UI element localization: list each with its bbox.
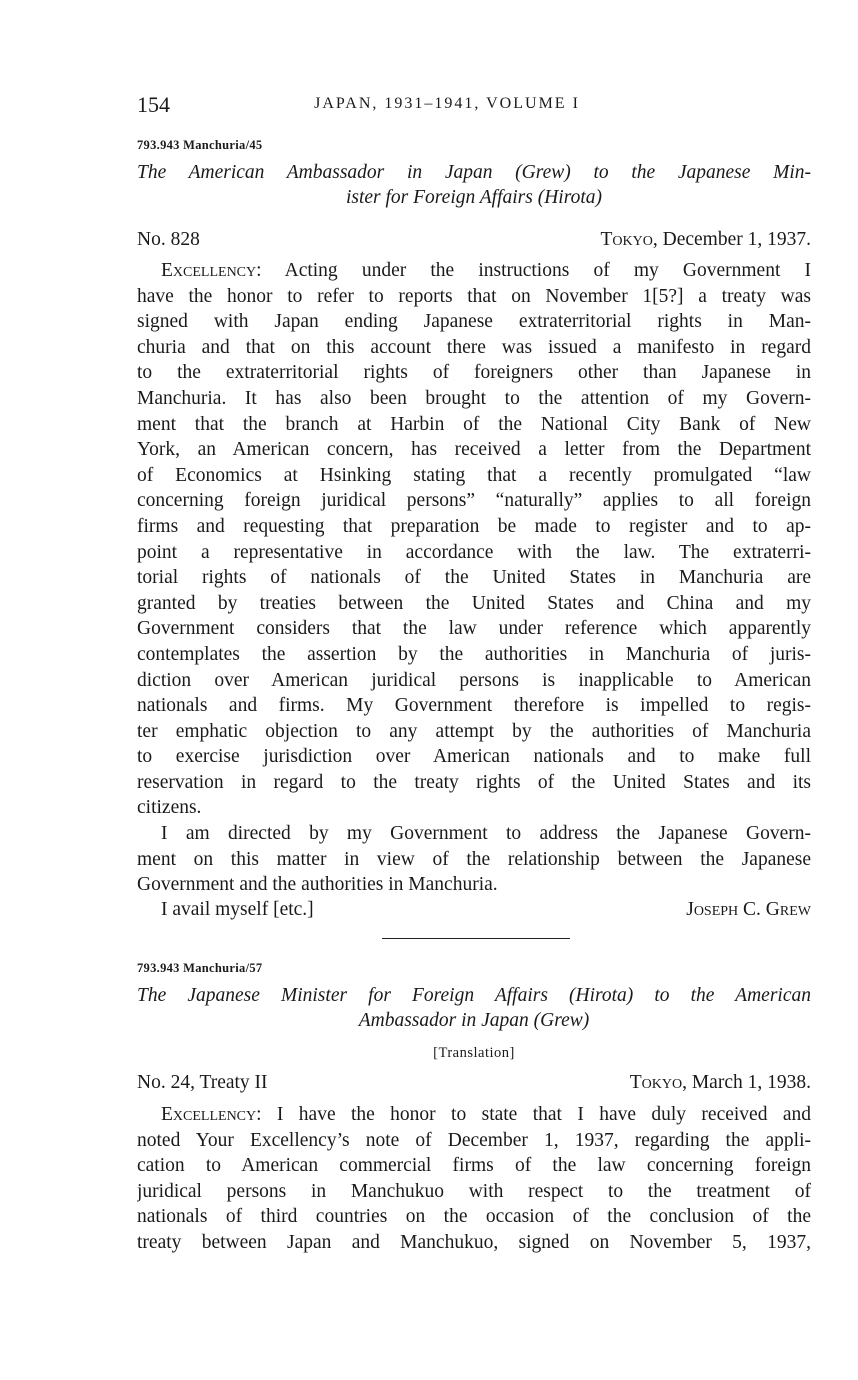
doc2-p1-line: nationals of third countries on the occasion of the conclusion of the (137, 1206, 811, 1228)
doc2-title-line-1: The Japanese Minister for Foreign Affairs (Hirota) to the American (137, 985, 811, 1006)
section-divider (382, 938, 570, 939)
running-title: JAPAN, 1931–1941, VOLUME I (314, 95, 580, 112)
doc2-p1-line: treaty between Japan and Manchukuo, signed on November 5, 1937, (137, 1231, 811, 1253)
doc1-p1-line: firms and requesting that preparation be made to register and to ap- (137, 515, 811, 537)
doc1-p1-line: churia and that on this account there was issued a manifesto in regard (137, 336, 811, 358)
doc1-p1-line: reservation in regard to the treaty rights of the United States and its (137, 771, 811, 793)
doc2-title-line-2: Ambassador in Japan (Grew) (358, 1010, 590, 1031)
translation-note: [Translation] (433, 1045, 515, 1061)
doc1-p1-line: Government considers that the law under reference which apparently (137, 618, 811, 640)
doc1-dateline (601, 229, 811, 251)
doc2-salutation: Excellency: (161, 1104, 262, 1125)
doc1-meta-row (137, 229, 811, 255)
doc1-date: , December 1, 1937. (652, 229, 811, 250)
doc1-p1-line: Manchuria. It has also been brought to the attention of my Govern- (137, 387, 811, 409)
doc2-dateline (630, 1072, 811, 1094)
doc1-p1-line: of Economics at Hsinking stating that a recently promulgated “law (137, 464, 811, 486)
doc2-place: Tokyo (629, 1072, 683, 1093)
doc1-title-line-2: ister for Foreign Affairs (Hirota) (345, 187, 603, 208)
doc1-p1-line: torial rights of nationals of the United States in Manchuria are (137, 567, 811, 589)
doc2-number: No. 24, Treaty II (137, 1072, 268, 1093)
doc1-p1-line: have the honor to refer to reports that on November 1[5?] a treaty was (137, 285, 811, 307)
doc1-closing-row (137, 899, 811, 925)
doc1-title (137, 160, 811, 210)
doc1-closing: I avail myself [etc.] (161, 899, 314, 920)
doc2-p1-line: cation to American commercial firms of the law concerning foreign (137, 1155, 811, 1177)
doc1-p1-line: diction over American juridical persons is inapplicable to American (137, 669, 811, 691)
doc2-meta-row (137, 1072, 811, 1098)
doc1-p1-line: citizens. (137, 797, 202, 819)
doc1-p1-line: ment that the branch at Harbin of the National City Bank of New (137, 413, 811, 435)
doc1-signature: Joseph C. Grew (686, 899, 811, 920)
doc1-file-ref: 793.943 Manchuria/45 (137, 138, 263, 152)
doc2-title (137, 983, 811, 1033)
doc1-p1-line: nationals and firms. My Government therefore is impelled to regis- (137, 695, 811, 717)
doc1-title-line-1: The American Ambassador in Japan (Grew) to the Japanese Min- (137, 162, 811, 183)
doc1-salutation: Excellency: (161, 260, 262, 281)
doc1-body (137, 258, 811, 898)
doc2-file-ref: 793.943 Manchuria/57 (137, 961, 263, 975)
doc1-p1-line: granted by treaties between the United States and China and my (137, 592, 811, 614)
doc1-p2-line: ment on this matter in view of the relationship between the Japanese (137, 848, 811, 870)
doc2-date: , March 1, 1938. (682, 1072, 811, 1093)
doc1-number: No. 828 (137, 229, 200, 250)
running-head (137, 92, 811, 120)
doc1-p2-line: I am directed by my Government to address the Japanese Govern- (161, 823, 811, 845)
doc1-p1-line: contemplates the assertion by the authorities in Manchuria of juris- (137, 643, 811, 665)
doc1-p1-line: Excellency: Acting under the instructions of my Government I (161, 260, 811, 281)
doc2-body (137, 1102, 811, 1256)
doc1-p1-line: ter emphatic objection to any attempt by the authorities of Manchuria (137, 720, 811, 742)
doc1-p1-line: York, an American concern, has received a letter from the Department (137, 439, 811, 461)
doc1-p1-line: to the extraterritorial rights of foreigners other than Japanese in (137, 362, 811, 384)
doc2-p1-line: juridical persons in Manchukuo with respect to the treatment of (137, 1180, 811, 1202)
doc1-p1-line: concerning foreign juridical persons” “naturally” applies to all foreign (137, 490, 811, 512)
doc2-p1-line: Excellency: I have the honor to state that I have duly received and (161, 1104, 811, 1125)
doc2-p1-line: noted Your Excellency’s note of December 1, 1937, regarding the appli- (137, 1129, 811, 1151)
doc1-p1-line: to exercise jurisdiction over American nationals and to make full (137, 746, 811, 768)
doc1-p1-line: point a representative in accordance with the law. The extraterri- (137, 541, 811, 563)
page-number: 154 (137, 92, 170, 117)
doc1-p1-line: signed with Japan ending Japanese extraterritorial rights in Man- (137, 311, 811, 333)
doc1-p2-line: Government and the authorities in Manchuria. (137, 874, 498, 896)
doc1-place: Tokyo (600, 229, 653, 250)
